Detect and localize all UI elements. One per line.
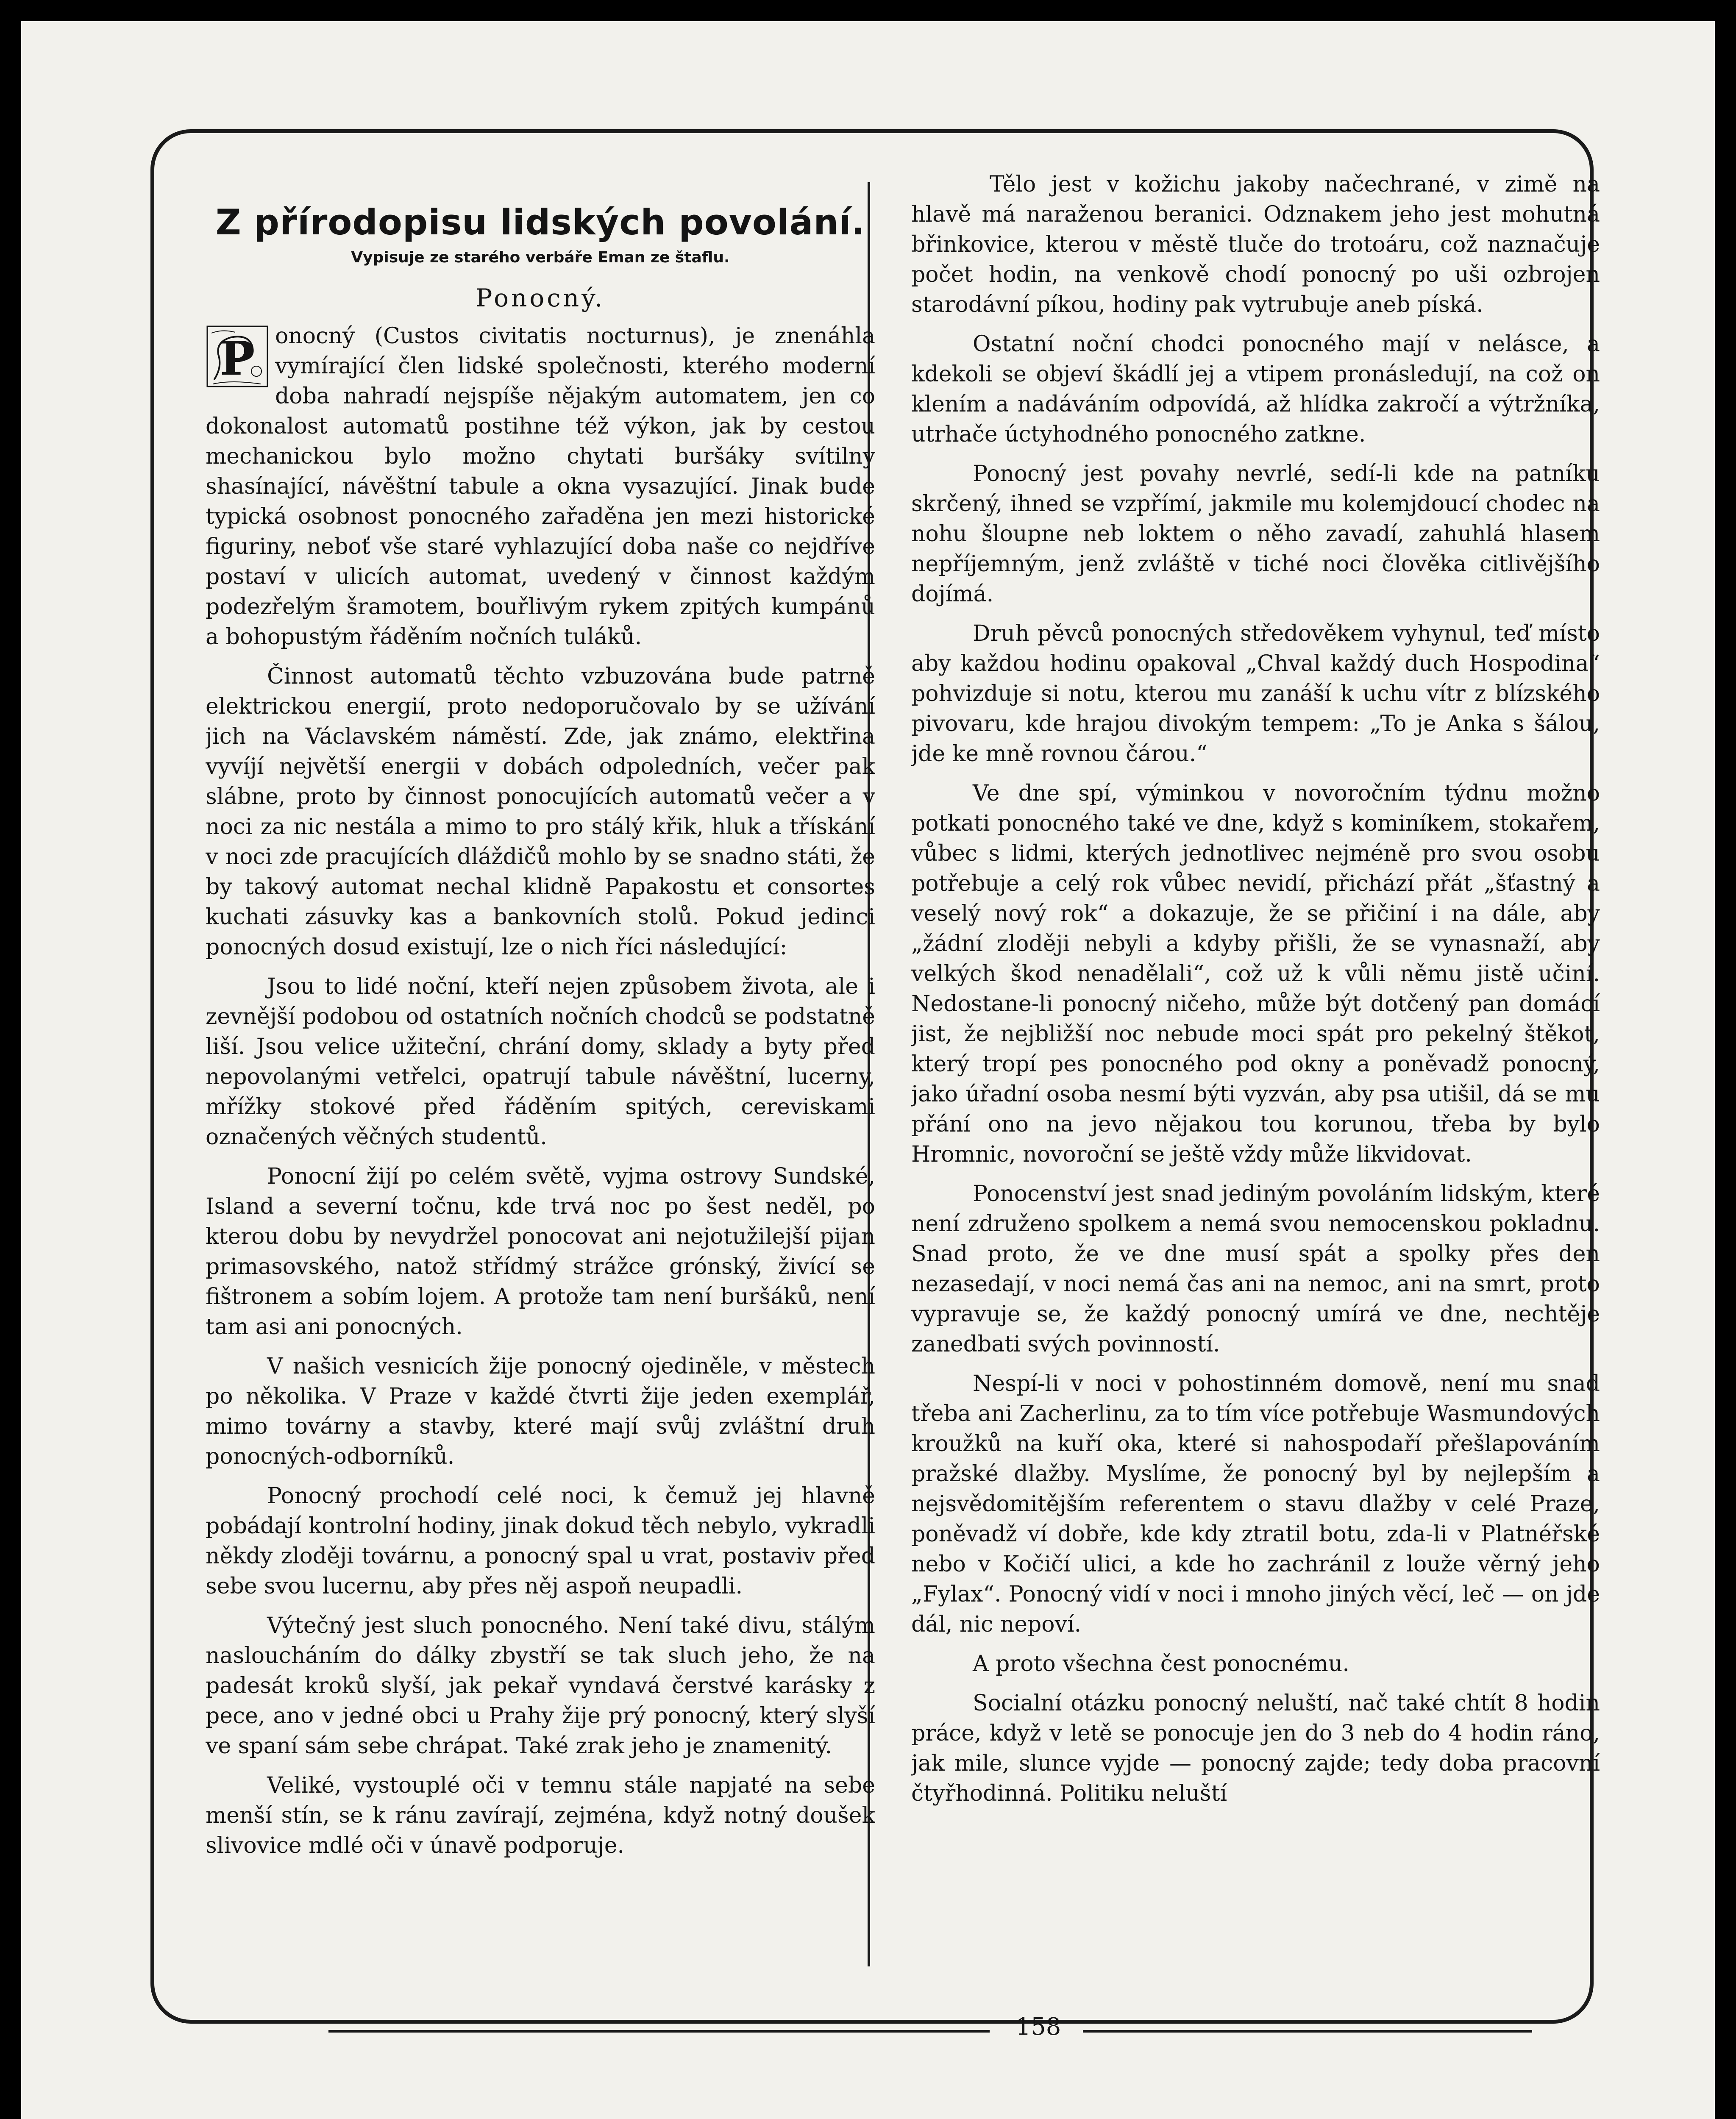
paragraph: Tělo jest v kožichu jakoby načechrané, v zimě na hlavě má naraženou beranici. Odznakem jeho jest mohutná břinkovice, kterou v městě tluče do trotoáru, což naznačuje počet hodin, na venkově chodí ponocný po uši ozbrojen starodávní píkou, hodiny pak vytrubuje aneb píská. — [911, 172, 1600, 317]
page-number: 158 — [1015, 2013, 1061, 2041]
right-column — [911, 170, 1600, 1975]
article-byline: Vypisuje ze starého verbáře Eman ze štaflu. — [351, 249, 730, 266]
paragraph: Druh pěvců ponocných středověkem vyhynul, teď místo aby každou hodinu opakoval „Chval každý duch Hospodina“ pohvizduje si notu, kterou mu zanáší k uchu vítr z blízského pivovaru, kde hrajou divokým tempem: „To je Anka s šálou, jde ke mně rovnou čárou.“ — [911, 621, 1600, 767]
paragraph: Ostatní noční chodci ponocného mají v nelásce, a kdekoli se objeví škádlí jej a vtipem pronásledují, na což on klením a nadáváním odpovídá, až hlídka zakročí a výtržníka, utrhače úctyhodného ponocného zatkne. — [911, 331, 1600, 447]
paragraph: Veliké, vystouplé oči v temnu stále napjaté na sebe menší stín, se k ránu zavírají, zejména, když notný doušek slivovice mdlé oči v únavě podporuje. — [206, 1773, 875, 1858]
paragraph: Ponocný prochodí celé noci, k čemuž jej hlavně pobádají kontrolní hodiny, jinak dokud těch nebylo, vykradli někdy zloději továrnu, a ponocný spal u vrat, postaviv před sebe svou lucernu, aby přes něj aspoň neupadli. — [206, 1483, 875, 1599]
paragraph: Nespí-li v noci v pohostinném domově, není mu snad třeba ani Zacherlinu, za to tím více potřebuje Wasmundových kroužků na kuří oka, které si nahospodaří přešlapováním pražské dlažby. Myslíme, že ponocný byl by nejlepším a nejsvědomitějším referentem o stavu dlažby v celé Praze, poněvadž ví dobře, kde kdy ztratil botu, zda-li v Platnéřské nebo v Kočičí ulici, a kde ho zachránil z louže věrný jeho „Fylax“. Ponocný vidí v noci i mnoho jiných věcí, leč — on jde dál, nic nepoví. — [911, 1371, 1600, 1637]
article-title: Z přírodopisu lidských povolání. — [215, 202, 865, 243]
paragraph: Ponocný jest povahy nevrlé, sedí-li kde na patníku skrčený, ihned se vzpřímí, jakmile mu kolemjdoucí chodec na nohu šloupne neb loktem o něho zavadí, zahuhlá hlasem nepříjemným, jenž zvláště v tiché noci člověka citlivějšího dojímá. — [911, 461, 1600, 607]
first-paragraph — [206, 321, 875, 652]
article-subtitle: Ponocný. — [476, 284, 605, 312]
paragraph: A proto všechna čest ponocnému. — [973, 1651, 1349, 1677]
paragraph: Ponocenství jest snad jediným povoláním lidským, které není združeno spolkem a nemá svou nemocenskou pokladnu. Snad proto, že ve dne musí spát a spolky přes den nezasedají, v noci nemá čas ani na nemoc, ani na smrt, proto vypravuje se, že každý ponocný umírá ve dne, nechtěje zanedbati svých povinností. — [911, 1181, 1600, 1357]
footer-rule-left — [328, 2030, 990, 2033]
paragraph: Socialní otázku ponocný neluští, nač také chtít 8 hodin práce, když v letě se ponocuje jen do 3 neb do 4 hodin ráno, jak mile, slunce vyjde — ponocný zajde; tedy doba pracovní čtyřhodinná. Politiku neluští — [911, 1691, 1600, 1806]
paragraph: Výtečný jest sluch ponocného. Není také divu, stálým nasloucháním do dálky zbystří se tak sluch jeho, že na padesát kroků slyší, jak pekař vyndavá čerstvé karásky z pece, ano v jedné obci u Prahy žije prý ponocný, který slyší ve spaní sám sebe chrápat. Také zrak jeho je znamenitý. — [206, 1613, 875, 1759]
paragraph: V našich vesnicích žije ponocný ojediněle, v městech po několika. V Praze v každé čtvrti žije jeden exemplář, mimo továrny a stavby, které mají svůj zvláštní druh ponocných-odborníků. — [206, 1354, 875, 1469]
footer-rule-right — [1083, 2030, 1532, 2033]
drop-cap-letter: P — [220, 331, 255, 386]
paragraph: Ponocní žijí po celém světě, vyjma ostrovy Sundské, Island a severní točnu, kde trvá noc po šest neděl, po kterou dobu by nevydržel ponocovat ani nejotužilejší pijan primasovského, natož střídmý strážce grónský, živící se fištronem a sobím lojem. A protože tam není buršáků, není tam asi ani ponocných. — [206, 1164, 875, 1340]
drop-cap-ornament — [206, 325, 269, 388]
paragraph: Jsou to lidé noční, kteří nejen způsobem života, ale i zevnější podobou od ostatních nočních chodců se podstatně liší. Jsou velice užiteční, chrání domy, sklady a byty před nepovolanými vetřelci, opatrují tabule návěštní, lucerny, mřížky stokové před řáděním spitých, cereviskami označených věčných studentů. — [206, 974, 875, 1150]
paragraph: Ve dne spí, výminkou v novoročním týdnu možno potkati ponocného také ve dne, když s kominíkem, stokařem, vůbec s lidmi, kterých jednotlivec nejméně pro svou osobu potřebuje a celý rok vůbec nevidí, přichází přát „šťastný a veselý nový rok“ a dokazuje, že se přičiní i na dále, aby „žádní zloději nebyli a kdyby přišli, že se vynasnaží, aby velkých škod nenadělali“, což už k vůli němu jistě učiní. Nedostane-li ponocný ničeho, může být dotčený pan domácí jist, že nejbližší noc nebude moci spát pro pekelný štěkot, který tropí pes ponocného pod okny a poněvadž ponocný, jako úřadní osoba nesmí býti vyzván, aby psa utišil, dá se mu přání ono na jevo nějakou tou korunou, třeba by bylo Hromnic, novoroční se ještě vždy může likvidovat. — [911, 781, 1600, 1167]
drop-cap-icon — [206, 325, 269, 388]
page-footer — [150, 2013, 1594, 2047]
first-paragraph-text: onocný (Custos civitatis nocturnus), je znenáhla vymírající člen lidské společnosti, kterého moderní doba nahradí nejspíše nějakým automatem, jen co dokonalost automatů postihne též výkon, jak by cestou mechanickou bylo možno chytati buršáky svítilny shasínající, návěštní tabule a okna vysazující. Jinak bude typická osobnost ponocného zařaděna jen mezi historické figuriny, neboť vše staré vyhlazující doba naše co nejdříve postaví v ulicích automat, uvedený v činnost každým podezřelým šramotem, bouřlivým rykem zpitých kumpánů a bohopustým řáděním nočních tuláků. — [206, 323, 875, 650]
left-column — [206, 170, 875, 1975]
paragraph: Činnost automatů těchto vzbuzována bude patrně elektrickou energií, proto nedoporučovalo by se užívání jich na Václavském náměstí. Zde, jak známo, elektřina vyvíjí největší energii v dobách odpoledních, večer pak slábne, proto by činnost ponocujících automatů večer a v noci za nic nestála a mimo to pro stálý křik, hluk a třískání v noci zde pracujících dláždičů mohlo by se snadno státi, že by takový automat nechal klidně Papakostu et consortes kuchati zásuvky kas a bankovních stolů. Pokud jedinci ponocných dosud existují, lze o nich říci následující: — [206, 664, 875, 960]
